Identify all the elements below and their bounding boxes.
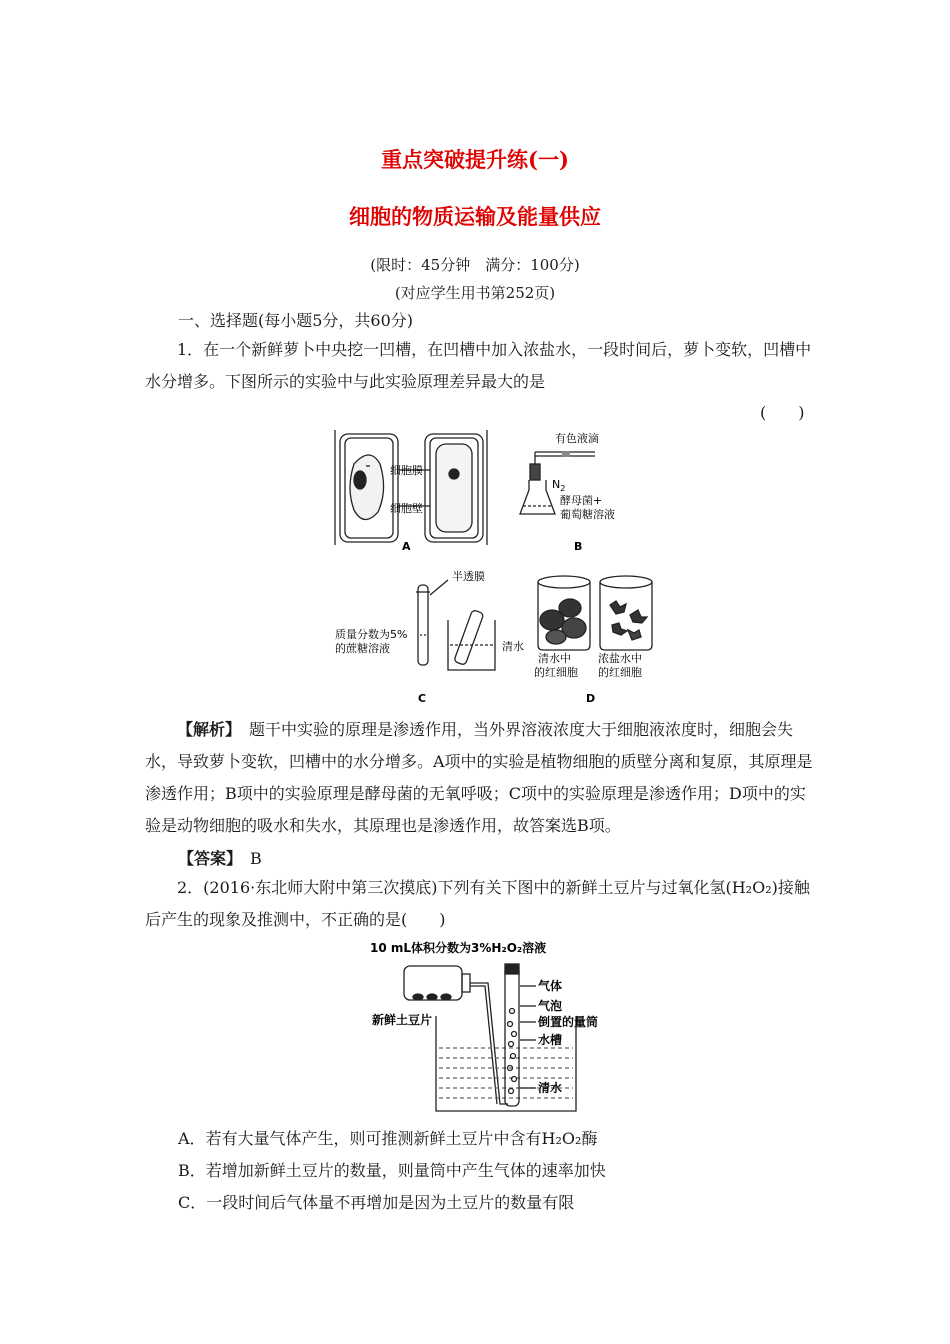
answer-text: B [234,849,262,868]
option-c: C．一段时间后气体量不再增加是因为土豆片的数量有限 [178,1193,575,1212]
semipermeable-membrane-label: 半透膜 [452,570,485,583]
question-2-stem: 2．(2016·东北师大附中第三次摸底)下列有关下图中的新鲜土豆片与过氧化氢(H₂O₂)接触后产生的现象及推测中，不正确的是( ) [145,878,810,929]
figure-c-osmometer [416,580,495,670]
figure-a-label: A [402,540,411,553]
rbc-in-brine-label-line2: 的红细胞 [598,666,642,679]
answer-blank: ( ) [760,403,805,422]
time-limit: (限时：45分钟 满分：100分) [370,256,580,274]
sucrose-solution-label: 的蔗糖溶液 [335,642,390,655]
colored-droplet-label: 有色液滴 [555,432,599,445]
section-heading: 一、选择题(每小题5分，共60分) [178,311,414,330]
glucose-solution-label: 葡萄糖溶液 [560,508,615,521]
option-a: A．若有大量气体产生，则可推测新鲜土豆片中含有H₂O₂酶 [178,1129,598,1148]
question-2-figure [360,936,620,1116]
rbc-in-water-label-line1: 清水中 [538,652,571,665]
analysis-text: 题干中实验的原理是渗透作用，当外界溶液浓度大于细胞液浓度时，细胞会失水，导致萝卜变软，凹槽中的水分增多。A项中的实验是植物细胞的质壁分离和复原，其原理是渗透作用；B项中的实验原理是酵母菌的无氧呼吸；C项中的实验原理是渗透作用；D项中的实验是动物细胞的吸水和失水，其原理也是渗透作用，故答案选B项。 [145,720,813,835]
figure-c-label: C [418,692,427,705]
cell-wall-label: 细胞壁 [390,502,423,515]
question-1-analysis [145,714,817,842]
figure-b-label: B [574,540,583,553]
page-title: 重点突破提升练(一) [381,147,569,172]
question-1-answer [178,846,262,869]
gas-label: 气体 [538,979,563,993]
book-reference: (对应学生用书第252页) [394,284,556,302]
n2-label: $N_2$ [552,478,566,493]
inverted-cylinder-label: 倒置的量筒 [538,1015,599,1029]
h2o2-solution-label: 10 mL体积分数为3%H₂O₂溶液 [370,941,547,955]
rbc-in-water-label-line2: 的红细胞 [534,666,578,679]
cell-membrane-label: 细胞膜 [390,464,423,477]
question-1-figure [330,430,660,705]
figure-d-beakers [538,576,652,650]
potato-slice-label: 新鲜土豆片 [372,1013,433,1027]
rbc-in-brine-label-line1: 浓盐水中 [598,652,642,665]
sucrose-concentration-label: 质量分数为5% [335,628,408,641]
water-trough-label: 水槽 [538,1033,563,1047]
option-b: B．若增加新鲜土豆片的数量，则量筒中产生气体的速率加快 [178,1161,606,1180]
question-1-stem: 1．在一个新鲜萝卜中央挖一凹槽，在凹槽中加入浓盐水，一段时间后，萝卜变软，凹槽中水分增多。下图所示的实验中与此实验原理差异最大的是 [145,340,812,391]
yeast-label: 酵母菌+ [560,494,603,507]
clear-water-label: 清水 [502,640,524,653]
answer-tag: 【答案】 [178,849,235,868]
figure-d-label: D [586,692,596,705]
clear-water-label: 清水 [538,1081,563,1095]
analysis-tag: 【解析】 [177,720,234,739]
page-subtitle: 细胞的物质运输及能量供应 [349,204,601,229]
bubble-label: 气泡 [538,999,563,1013]
figure-a-cells [335,430,487,545]
